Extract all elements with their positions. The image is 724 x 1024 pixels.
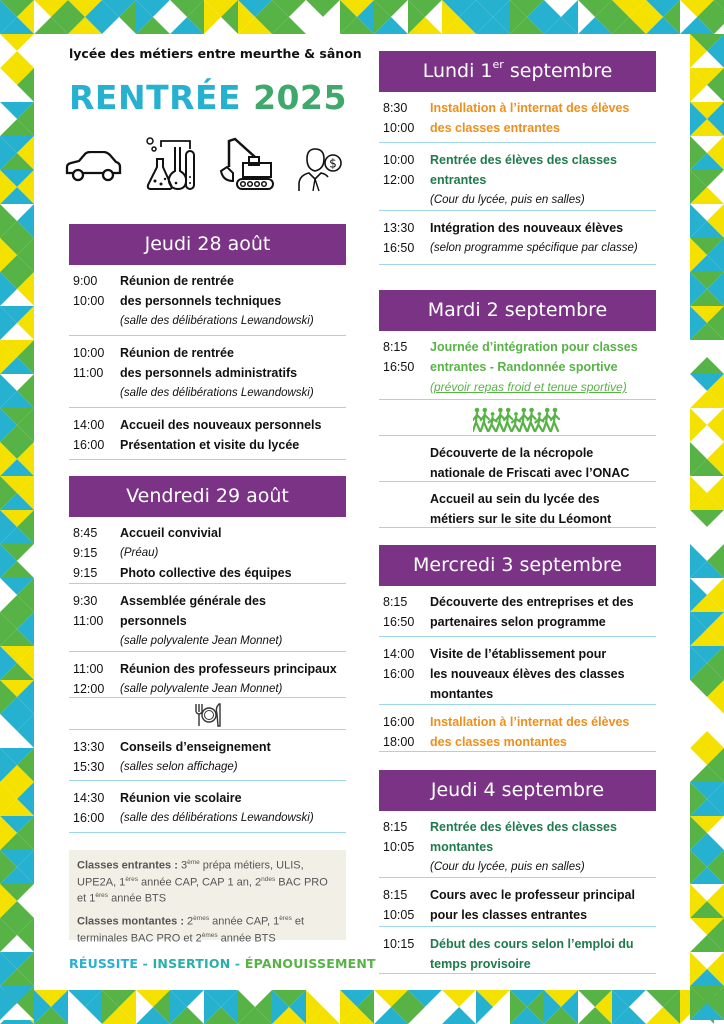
event-line: Découverte de la nécropole	[430, 446, 594, 460]
hiking-break	[379, 401, 656, 436]
event-time: 9:00	[73, 274, 98, 288]
event-times	[383, 150, 414, 190]
schedule-event	[69, 731, 346, 781]
day-label-end: septembre	[503, 60, 613, 82]
event-line: Intégration des nouveaux élèves	[430, 221, 624, 235]
poster-panel	[34, 34, 690, 990]
schedule-event	[69, 265, 346, 336]
event-line: Rentrée des élèves des classes	[430, 153, 617, 167]
event-time: 16:00	[73, 811, 105, 825]
event-line: des classes entrantes	[430, 121, 560, 135]
day-header	[379, 51, 656, 92]
event-description	[430, 337, 656, 397]
event-time: 16:50	[383, 360, 415, 374]
event-line: (Préau)	[120, 547, 159, 559]
schedule-event	[69, 409, 346, 460]
event-line: Installation à l’internat des élèves	[430, 101, 630, 115]
event-time: 9:30	[73, 594, 98, 608]
event-times	[383, 644, 414, 684]
schedule-event	[379, 92, 656, 143]
motto: RÉUSSITE - INSERTION - ÉPANOUISSEMENT	[69, 956, 376, 971]
event-time: 16:50	[383, 615, 415, 629]
schedule-event	[69, 782, 346, 833]
day-header: Mardi 2 septembre	[379, 290, 656, 331]
event-time: 12:00	[383, 173, 415, 187]
event-line: les nouveaux élèves des classes	[430, 667, 625, 681]
event-location-note: (salle polyvalente Jean Monnet)	[120, 683, 283, 695]
title-year: 2025	[253, 78, 347, 117]
event-description	[430, 934, 656, 974]
event-line: Conseils d’enseignement	[120, 740, 271, 754]
event-description	[430, 443, 656, 483]
event-line: personnels	[120, 614, 187, 628]
excavator-icon	[219, 137, 275, 191]
school-name: lycée des métiers entre meurthe & sânon	[69, 46, 362, 61]
hikers-group-icon	[473, 407, 563, 433]
event-times	[73, 591, 103, 631]
event-times	[383, 337, 414, 377]
event-description	[430, 592, 656, 632]
event-line: Réunion de rentrée	[120, 274, 234, 288]
event-line: Rentrée des élèves des classes	[430, 820, 617, 834]
event-location-note: (Cour du lycée, puis en salles)	[430, 861, 585, 873]
event-times	[383, 817, 414, 857]
event-description	[430, 885, 656, 925]
left-column	[69, 34, 376, 990]
schedule-event	[379, 811, 656, 878]
day-header: Jeudi 4 septembre	[379, 770, 656, 811]
event-line: des personnels techniques	[120, 294, 282, 308]
event-line: Journée d’intégration pour classes	[430, 340, 638, 354]
event-time: 9:15	[73, 566, 98, 580]
event-line: montantes	[430, 687, 494, 701]
event-line: Réunion vie scolaire	[120, 791, 242, 805]
event-description	[430, 98, 656, 138]
event-description	[430, 218, 656, 258]
event-line: Accueil au sein du lycée des	[430, 492, 600, 506]
event-time: 9:15	[73, 546, 98, 560]
meal-break	[69, 699, 346, 730]
event-time: 15:30	[73, 760, 105, 774]
event-times	[73, 737, 104, 777]
page-title	[69, 78, 347, 117]
event-line: Accueil convivial	[120, 526, 222, 540]
schedule-event	[379, 437, 656, 482]
event-times	[73, 659, 104, 699]
event-time: 14:00	[383, 647, 415, 661]
event-description	[120, 659, 346, 699]
event-time: 10:00	[73, 294, 105, 308]
event-line: Photo collective des équipes	[120, 566, 292, 580]
event-time: 18:00	[383, 735, 415, 749]
event-time: 16:50	[383, 241, 415, 255]
event-line: des classes montantes	[430, 735, 567, 749]
schedule-event	[379, 638, 656, 705]
event-description	[430, 712, 656, 752]
svg-text:$: $	[329, 156, 337, 171]
event-times	[383, 98, 414, 138]
event-line: Visite de l’établissement pour	[430, 647, 607, 661]
day-header: Vendredi 29 août	[69, 476, 346, 517]
right-column	[379, 34, 656, 990]
event-line: nationale de Friscati avec l’ONAC	[430, 466, 630, 480]
event-time: 10:00	[383, 153, 415, 167]
title-word: RENTRÉE	[69, 78, 242, 117]
schedule-event	[69, 653, 346, 698]
event-time: 8:15	[383, 595, 408, 609]
event-location-note: (prévoir repas froid et tenue sportive)	[430, 380, 627, 394]
classes-montantes: Classes montantes : 2èmes année CAP, 1ères et terminales BAC PRO et 2èmes année BTS	[77, 914, 305, 945]
event-description	[120, 523, 346, 583]
classes-entrantes: Classes entrantes : 3ème prépa métiers, ULIS, UPE2A, 1ères année CAP, CAP 1 an, $2^{ndes}$ BAC PRO et 1ères année BTS	[77, 859, 328, 905]
event-time: 10:05	[383, 840, 415, 854]
schedule-event	[379, 586, 656, 637]
event-time: 10:15	[383, 937, 415, 951]
event-time: 8:15	[383, 340, 408, 354]
event-time: 11:00	[73, 614, 104, 628]
event-time: 14:00	[73, 418, 105, 432]
day-label-sup: er	[492, 58, 504, 71]
event-time: 16:00	[383, 667, 415, 681]
schedule-event	[379, 706, 656, 752]
trade-icons	[63, 137, 343, 197]
event-location-note: (salles selon affichage)	[120, 761, 238, 773]
event-times	[383, 885, 414, 925]
event-description	[430, 817, 656, 877]
event-times	[73, 271, 104, 311]
event-line: métiers sur le site du Léomont	[430, 512, 612, 526]
event-line: entrantes - Randonnée sportive	[430, 360, 618, 374]
schedule-event	[379, 879, 656, 927]
event-location-note: (salle des délibérations Lewandowski)	[120, 387, 314, 399]
event-line: Assemblée générale des	[120, 594, 266, 608]
event-time: 12:00	[73, 682, 105, 696]
event-times	[73, 523, 97, 583]
event-time: 11:00	[73, 366, 104, 380]
event-times	[383, 712, 414, 752]
event-location-note: (selon programme spécifique par classe)	[430, 242, 638, 254]
event-times	[383, 592, 414, 632]
event-time: 11:00	[73, 662, 104, 676]
event-time: 16:00	[73, 438, 105, 452]
event-line: pour les classes entrantes	[430, 908, 588, 922]
event-line: entrantes	[430, 173, 487, 187]
schedule-event	[379, 331, 656, 400]
event-location-note: (salle polyvalente Jean Monnet)	[120, 635, 283, 647]
schedule-event	[379, 144, 656, 211]
event-time: 10:05	[383, 908, 415, 922]
event-times	[73, 788, 104, 828]
schedule-event	[69, 337, 346, 408]
schedule-event	[379, 483, 656, 528]
event-line: Présentation et visite du lycée	[120, 438, 300, 452]
event-line: montantes	[430, 840, 494, 854]
plate-cutlery-icon	[192, 702, 224, 728]
event-line: Début des cours selon l’emploi du	[430, 937, 634, 951]
event-time: 13:30	[383, 221, 415, 235]
day-header: Mercredi 3 septembre	[379, 545, 656, 586]
event-time: 8:30	[383, 101, 408, 115]
schedule-event	[69, 517, 346, 584]
event-times	[383, 934, 414, 954]
event-line: partenaires selon programme	[430, 615, 606, 629]
event-line: temps provisoire	[430, 957, 531, 971]
day-header: Jeudi 28 août	[69, 224, 346, 265]
event-description	[120, 271, 346, 331]
event-description	[430, 489, 656, 529]
event-line: Réunion des professeurs principaux	[120, 662, 337, 676]
event-description	[120, 737, 346, 777]
event-time: 8:15	[383, 820, 408, 834]
event-location-note: (salle des délibérations Lewandowski)	[120, 812, 314, 824]
event-time: 14:30	[73, 791, 105, 805]
event-location-note: (salle des délibérations Lewandowski)	[120, 315, 314, 327]
event-description	[430, 644, 656, 704]
event-time: 16:00	[383, 715, 415, 729]
chemistry-lab-icon	[145, 137, 197, 191]
event-time: 8:15	[383, 888, 408, 902]
businessman-dollar-icon	[297, 147, 343, 193]
event-time: 8:45	[73, 526, 98, 540]
event-description	[120, 343, 346, 403]
event-line: des personnels administratifs	[120, 366, 298, 380]
event-line: Découverte des entreprises et des	[430, 595, 634, 609]
event-times	[73, 343, 104, 383]
event-time: 10:00	[383, 121, 415, 135]
event-times	[73, 415, 104, 455]
event-line: Réunion de rentrée	[120, 346, 234, 360]
car-icon	[63, 151, 123, 183]
event-description	[120, 788, 346, 828]
event-location-note: (Cour du lycée, puis en salles)	[430, 194, 585, 206]
event-times	[383, 218, 414, 258]
schedule-event	[379, 928, 656, 974]
event-description	[430, 150, 656, 210]
event-line: Cours avec le professeur principal	[430, 888, 635, 902]
event-description	[120, 591, 346, 651]
schedule-event	[69, 585, 346, 652]
classes-info-box	[69, 850, 346, 945]
event-time: 13:30	[73, 740, 105, 754]
event-line: Installation à l’internat des élèves	[430, 715, 630, 729]
day-label: Lundi 1	[422, 60, 493, 82]
event-line: Accueil des nouveaux personnels	[120, 418, 322, 432]
event-time: 10:00	[73, 346, 105, 360]
schedule-event	[379, 212, 656, 265]
event-description	[120, 415, 346, 455]
